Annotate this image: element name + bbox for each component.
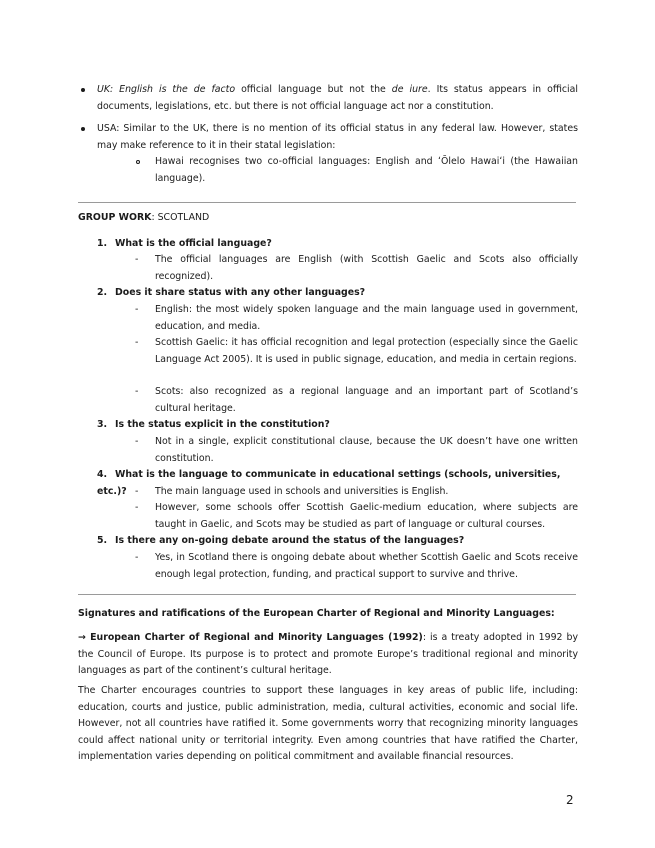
divider <box>78 594 576 595</box>
question-2 <box>97 285 577 302</box>
bullet-dot <box>81 88 85 92</box>
group-work-rest: : SCOTLAND <box>151 212 210 223</box>
dash-mark: - <box>135 304 139 315</box>
answer-4-2 <box>135 500 578 533</box>
question-5 <box>97 533 577 550</box>
answer-text: The official languages are English (with Scottish Gaelic and Scots also officially recognized). <box>155 254 578 282</box>
charter-heading: Signatures and ratifications of the European Charter of Regional and Minority Languages: <box>78 608 555 619</box>
dash-mark: - <box>135 337 139 348</box>
answer-2-1 <box>135 302 578 335</box>
answer-text: Scottish Gaelic: it has official recognition and legal protection (especially since the Gaelic Language Act 2005). It is used in public signage, education, and media in certain regions. <box>155 337 578 365</box>
question-title: Does it share status with any other languages? <box>115 287 366 298</box>
charter-title: → European Charter of Regional and Minority Languages (1992) <box>78 632 423 643</box>
answer-3-1 <box>135 434 578 467</box>
answer-text: The main language used in schools and universities is English. <box>155 486 449 497</box>
uk-text-mid: official language but not the <box>235 84 392 95</box>
uk-text-end: . Its status appears in official documents, legislations, etc. but there is not official language act nor a constitution. <box>97 84 579 112</box>
dash-mark: - <box>135 254 139 265</box>
dash-mark: - <box>135 386 139 397</box>
hawaii-text: Hawai recognises two co-official languages: English and ʻŌlelo Hawaiʻi (the Hawaiian language). <box>155 156 578 184</box>
group-work-bold: GROUP WORK <box>78 212 152 223</box>
bullet-usa <box>97 121 578 154</box>
question-number: 1. <box>97 238 108 249</box>
answer-4-1 <box>135 484 578 501</box>
bullet-dot <box>81 127 85 131</box>
divider <box>78 202 576 203</box>
dash-mark: - <box>135 436 139 447</box>
sub-bullet-hawaii <box>155 154 578 187</box>
question-title: What is the language to communicate in educational settings (schools, universities, etc.)? <box>97 469 561 497</box>
circle-bullet <box>136 160 140 164</box>
answer-text: English: the most widely spoken language and the main language used in government, education, and media. <box>155 304 578 332</box>
dash-mark: - <box>135 486 139 497</box>
charter-intro-text: : is a treaty adopted in 1992 by the Council of Europe. Its purpose is to protect and promote Europe’s traditional regional and minority languages as part of the continent’s cultural heritage. <box>78 632 578 677</box>
uk-de-iure: de iure <box>391 84 428 95</box>
question-number: 3. <box>97 419 108 430</box>
question-title: What is the official language? <box>115 238 272 249</box>
charter-paragraph: The Charter encourages countries to support these languages in key areas of public life, including: education, courts and justice, public administration, media, cultural activities, economic and social life. However, not all countries have ratified it. Some governments worry that recognizing minority languages could affect national unity or territorial integrity. Even among countries that have ratified the Charter, implementation varies depending on political commitment and available financial resources. <box>78 685 578 763</box>
answer-2-3 <box>135 384 578 417</box>
answer-5-1 <box>135 550 578 583</box>
question-3 <box>97 417 577 434</box>
question-number: 2. <box>97 287 108 298</box>
answer-2-2 <box>135 335 578 368</box>
question-number: 5. <box>97 535 108 546</box>
uk-label: UK: English is the de facto <box>97 84 236 95</box>
question-1 <box>97 236 577 253</box>
answer-text: Scots: also recognized as a regional language and an important part of Scotland’s cultural heritage. <box>155 386 578 414</box>
answer-1-1 <box>135 252 578 285</box>
answer-text: Yes, in Scotland there is ongoing debate about whether Scottish Gaelic and Scots receive enough legal protection, funding, and practical support to survive and thrive. <box>155 552 578 580</box>
dash-mark: - <box>135 502 139 513</box>
page-number: 2 <box>566 793 574 807</box>
dash-mark: - <box>135 552 139 563</box>
question-title: Is the status explicit in the constitution? <box>115 419 330 430</box>
bullet-uk <box>97 82 578 115</box>
usa-text: USA: Similar to the UK, there is no mention of its official status in any federal law. However, states may make reference to it in their statal legislation: <box>97 123 578 151</box>
answer-text: Not in a single, explicit constitutional clause, because the UK doesn’t have one written constitution. <box>155 436 578 464</box>
answer-text: However, some schools offer Scottish Gaelic-medium education, where subjects are taught in Gaelic, and Scots may be studied as part of language or cultural courses. <box>155 502 578 530</box>
question-title: Is there any on-going debate around the status of the languages? <box>115 535 465 546</box>
charter-intro <box>78 630 578 680</box>
question-number: 4. <box>97 469 108 480</box>
group-work-heading <box>78 210 578 227</box>
